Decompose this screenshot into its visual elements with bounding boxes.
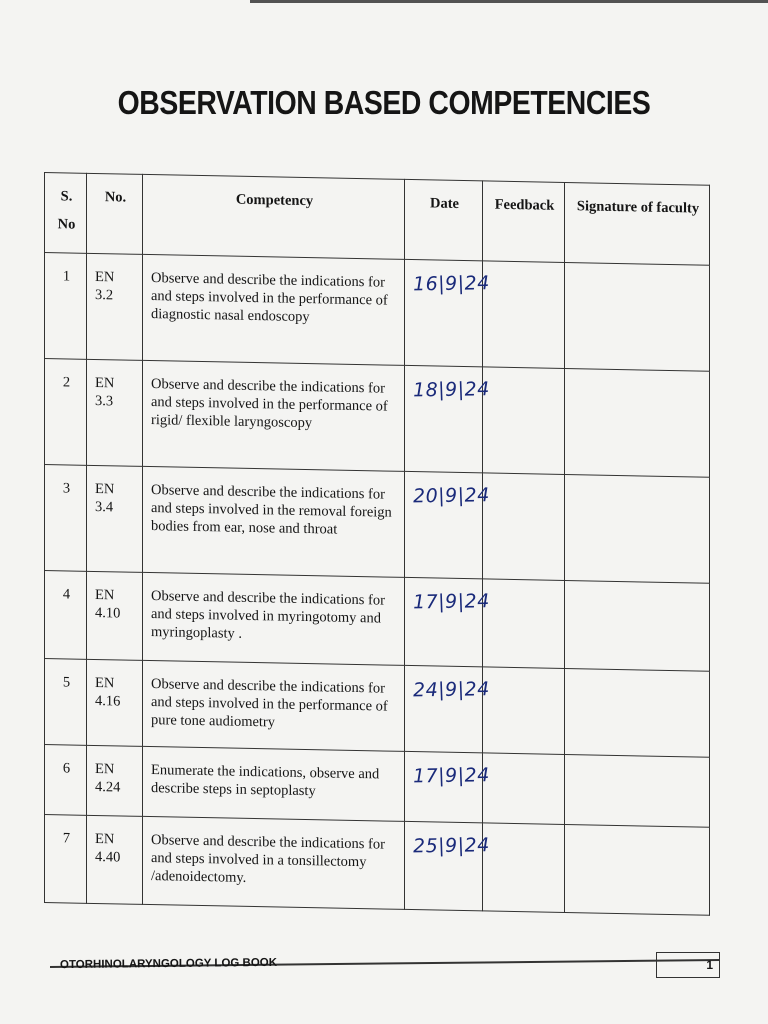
header-date: Date xyxy=(405,179,483,260)
header-feedback: Feedback xyxy=(483,181,565,263)
handwritten-date: 25|9|24 xyxy=(412,834,491,858)
handwritten-date: 18|9|24 xyxy=(412,378,491,402)
header-no: No. xyxy=(87,173,143,254)
page-title: OBSERVATION BASED COMPETENCIES xyxy=(117,84,651,121)
table-row xyxy=(45,465,710,584)
table-header-row xyxy=(45,173,710,266)
table-row xyxy=(45,359,710,478)
row-date xyxy=(405,471,491,578)
row-competency: Enumerate the indications, observe and describe steps in septoplasty xyxy=(143,746,405,821)
row-signature[interactable] xyxy=(565,474,710,583)
row-code: EN 3.2 xyxy=(87,253,143,360)
table-row xyxy=(45,571,710,672)
row-date xyxy=(405,259,491,366)
competency-table xyxy=(44,172,710,916)
row-sno: 6 xyxy=(45,745,87,816)
row-code: EN 4.16 xyxy=(87,659,143,746)
handwritten-date: 24|9|24 xyxy=(412,678,491,702)
page-number: 1 xyxy=(656,952,720,978)
row-date xyxy=(405,665,491,752)
handwritten-date: 16|9|24 xyxy=(412,272,491,296)
row-competency: Observe and describe the indications for and steps involved in the performance of pure tone audiometry xyxy=(143,660,405,751)
row-code: EN 4.10 xyxy=(87,571,143,660)
handwritten-date: 17|9|24 xyxy=(412,764,491,788)
row-feedback[interactable] xyxy=(483,579,565,669)
row-sno: 5 xyxy=(45,659,87,746)
handwritten-date: 17|9|24 xyxy=(412,590,491,614)
handwritten-date: 20|9|24 xyxy=(412,484,491,508)
footer-title: OTORHINOLARYNGOLOGY LOG BOOK xyxy=(59,956,278,972)
row-code: EN 4.24 xyxy=(87,745,143,816)
row-date xyxy=(405,365,491,472)
header-sno: S. No xyxy=(45,173,87,254)
row-competency: Observe and describe the indications for and steps involved in myringotomy and myringoplasty . xyxy=(143,572,405,665)
table-row xyxy=(45,745,710,828)
row-date xyxy=(405,577,491,666)
row-signature[interactable] xyxy=(565,824,710,915)
header-competency: Competency xyxy=(143,174,405,259)
row-signature[interactable] xyxy=(565,262,710,371)
row-competency: Observe and describe the indications for and steps involved in a tonsillectomy /adenoidectomy. xyxy=(143,816,405,909)
row-competency: Observe and describe the indications for and steps involved in the performance of diagnostic nasal endoscopy xyxy=(143,254,405,365)
row-feedback[interactable] xyxy=(483,367,565,475)
row-code: EN 4.40 xyxy=(87,815,143,904)
page-top-edge xyxy=(250,0,768,3)
row-code: EN 3.4 xyxy=(87,465,143,572)
table-row xyxy=(45,659,710,758)
table-row xyxy=(45,253,710,372)
row-feedback[interactable] xyxy=(483,473,565,581)
row-feedback[interactable] xyxy=(483,753,565,825)
row-date xyxy=(405,821,491,910)
row-signature[interactable] xyxy=(565,754,710,827)
row-signature[interactable] xyxy=(565,368,710,477)
row-sno: 2 xyxy=(45,359,87,466)
row-date xyxy=(405,751,491,822)
table-row xyxy=(45,815,710,916)
row-sno: 1 xyxy=(45,253,87,360)
row-signature[interactable] xyxy=(565,668,710,757)
row-competency: Observe and describe the indications for and steps involved in the performance of rigid/ flexible laryngoscopy xyxy=(143,360,405,471)
row-sno: 3 xyxy=(45,465,87,572)
row-sno: 7 xyxy=(45,815,87,904)
row-feedback[interactable] xyxy=(483,823,565,913)
row-feedback[interactable] xyxy=(483,261,565,369)
header-signature: Signature of faculty xyxy=(565,182,710,265)
row-competency: Observe and describe the indications for and steps involved in the removal foreign bodies from ear, nose and throat xyxy=(143,466,405,577)
row-feedback[interactable] xyxy=(483,667,565,755)
row-sno: 4 xyxy=(45,571,87,660)
row-code: EN 3.3 xyxy=(87,359,143,466)
row-signature[interactable] xyxy=(565,580,710,671)
